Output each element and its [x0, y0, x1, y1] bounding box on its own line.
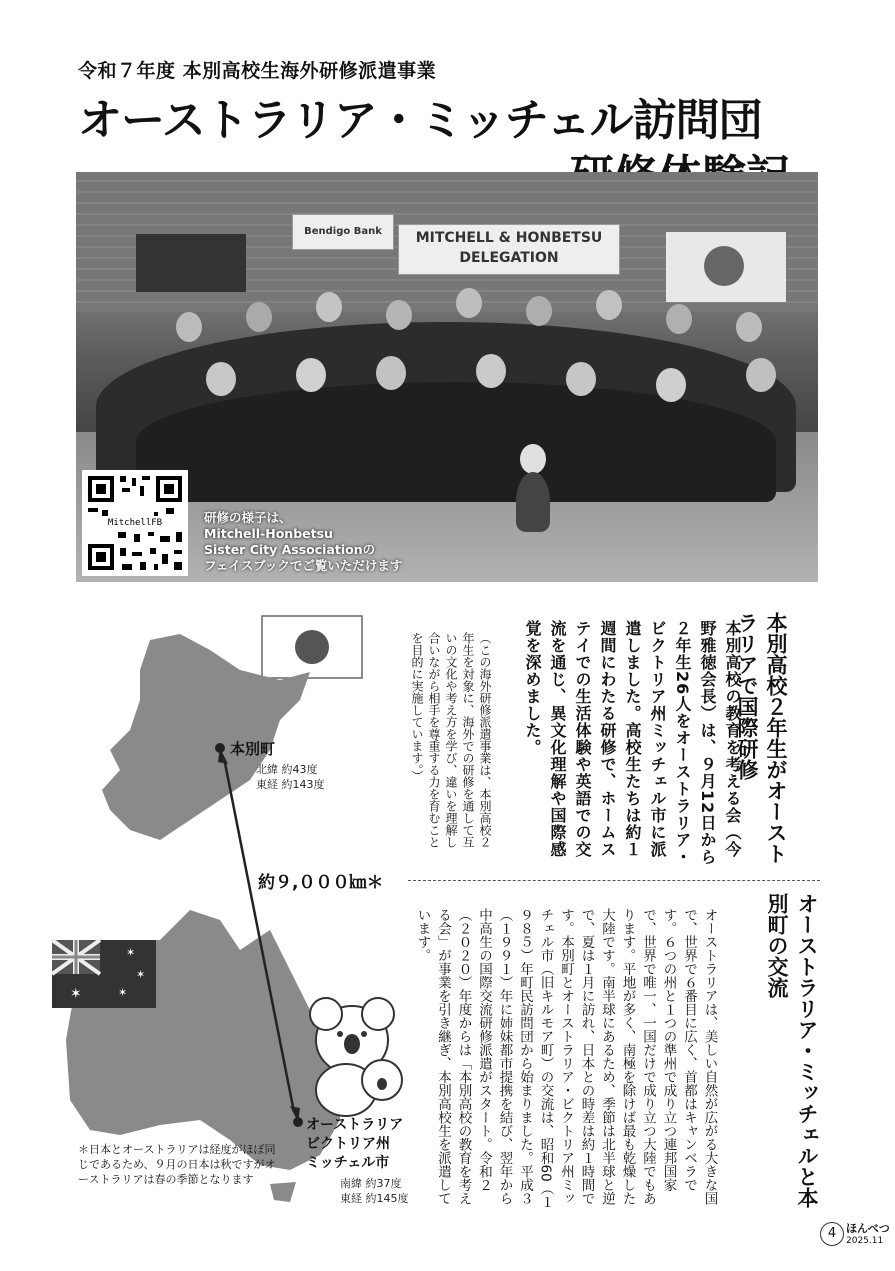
person	[476, 354, 506, 388]
svg-text:✶: ✶	[70, 986, 82, 1002]
delegation-banner-line2: DELEGATION	[459, 250, 559, 266]
mitchell-label-line: ビクトリア州	[306, 1136, 390, 1152]
person	[666, 304, 692, 334]
person	[746, 358, 776, 392]
person	[656, 368, 686, 402]
person	[456, 288, 482, 318]
person	[736, 312, 762, 342]
distance-label: 約９,０００㎞＊	[258, 873, 384, 893]
section2-heading: オーストラリア・ミッチェルと本別町の交流	[765, 893, 819, 1208]
person	[316, 292, 342, 322]
mitchell-label	[306, 1116, 403, 1173]
newsletter-name: ほんべつ	[846, 1222, 890, 1235]
caption-line: 研修の様子は、	[204, 510, 292, 525]
person	[526, 296, 552, 326]
person	[206, 362, 236, 396]
caption-line: Mitchell-Honbetsu	[204, 526, 333, 541]
mitchell-lon: 東経 約145度	[340, 1192, 409, 1205]
mitchell-lat: 南緯 約37度	[340, 1177, 402, 1190]
person	[296, 358, 326, 392]
child	[520, 444, 546, 474]
delegation-banner	[398, 224, 620, 275]
page-number: 4	[820, 1222, 844, 1246]
child-body	[516, 472, 550, 532]
honbetsu-lon: 東経 約143度	[256, 778, 325, 791]
program-note: （この海外研修派遣事業は、本別高校２年生を対象に、海外での研修を通して互いの文化や考え方を学び、違いを理解し合いながら相手を尊重する力を育むことを目的に実施しています。）	[410, 632, 492, 848]
qr-label: MitchellFB	[107, 518, 163, 528]
caption-line: フェイスブックでご覧いただけます	[204, 558, 403, 573]
page-title: オーストラリア・ミッチェル訪問団	[78, 95, 762, 146]
person	[566, 362, 596, 396]
person	[176, 312, 202, 342]
australia-flag-photo	[136, 234, 246, 292]
mitchell-label-line: ミッチェル市	[306, 1155, 390, 1171]
bank-banner: Bendigo Bank	[292, 214, 394, 250]
svg-text:✶: ✶	[126, 946, 136, 959]
section2-body: オーストラリアは、美しい自然が広がる大きな国で、世界で６番目に広く、首都はキャンベラです。６つの州と１つの準州で成り立つ連邦国家で、世界で唯一、一国だけで成り立つ大陸でもあります。平地が多く、南極を除けば最も乾燥した大陸です。南半球にあるため、季節は北半球と逆で、夏は１月に訪れ、日本との時差は約１時間です。本別町とオーストラリア・ビクトリア州ミッチェル市（旧キルモア町）の交流は、昭和60（１９８５）年町民訪問団から始まりました。平成３（１９９１）年に姉妹都市提携を結び、翌年から中高生の国際交流研修派遣がスタート。令和２（２０２０）年度からは「本別高校の教育を考える会」が事業を引き継ぎ、本別高校生を派遣しています。	[414, 908, 718, 1209]
mitchell-label-line: オーストラリア	[306, 1117, 404, 1133]
honbetsu-label: 本別町	[230, 740, 276, 758]
svg-text:✶: ✶	[136, 968, 146, 981]
person	[596, 290, 622, 320]
caption-line: Sister City Associationの	[204, 542, 376, 557]
section1-heading: 本別高校２年生がオーストラリアで国際研修	[735, 612, 788, 864]
issue-date: 2025.11	[846, 1236, 884, 1246]
section-divider	[408, 880, 820, 881]
photo-caption	[204, 510, 402, 574]
person	[246, 302, 272, 332]
japan-flag-disc	[295, 630, 329, 664]
japan-flag-photo	[666, 232, 786, 302]
person	[386, 300, 412, 330]
honbetsu-lat: 北緯 約43度	[256, 763, 318, 776]
section1-body: 本別高校の教育を考える会（今野雅徳会長）は、９月12日から２年生26人をオーストラリア・ビクトリア州ミッチェル市に派遣しました。高校生たちは約１週間にわたる研修で、ホームステイでの生活体験や英語での交流を通じ、異文化理解や国際感覚を深めました。	[523, 620, 742, 866]
delegation-banner-line1: MITCHELL & HONBETSU	[415, 230, 603, 246]
map-footnote: ＊日本とオーストラリアは経度がほぼ同じであるため、９月の日本は秋ですがオーストラリアは春の季節となります	[78, 1143, 276, 1186]
person	[376, 356, 406, 390]
svg-text:✶: ✶	[118, 986, 128, 999]
subtitle: 令和７年度 本別高校生海外研修派遣事業	[78, 60, 437, 82]
crowd-front	[136, 382, 776, 502]
